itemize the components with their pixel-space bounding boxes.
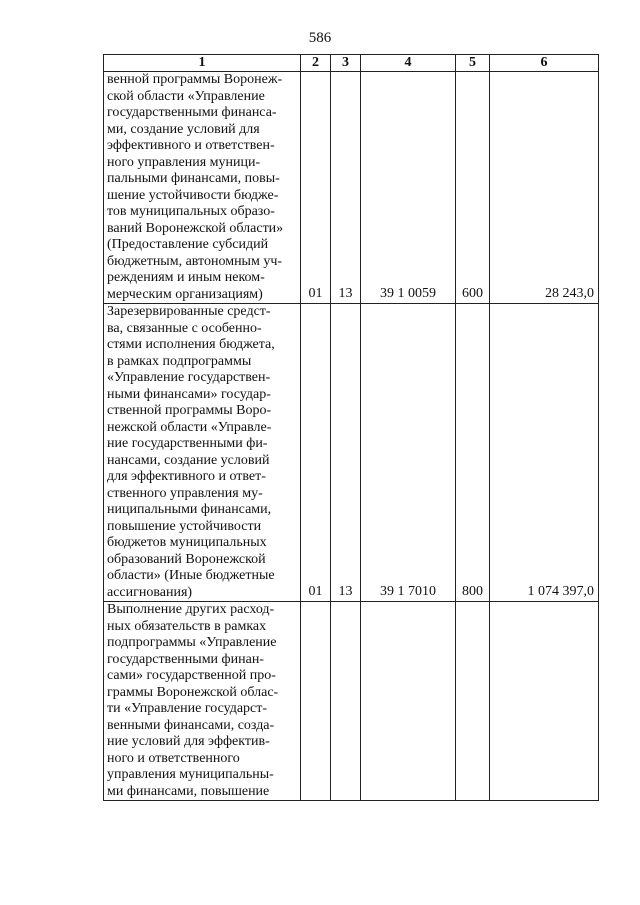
expense-type-code [456,602,490,801]
description-line: ской области «Управление [107,88,265,104]
description-line: пальными финансами, повы- [107,171,280,186]
description-line: тов муниципальных образо- [107,204,275,219]
page-number: 586 [308,30,332,46]
subsection-code: 13 [331,72,361,304]
column-header-6: 6 [490,55,599,72]
target-article-code [361,602,456,801]
subsection-code: 13 [331,304,361,602]
description-line: образований Воронежской [107,551,266,567]
table-header-row [104,55,599,72]
amount-value: 28 243,0 [490,72,599,304]
description-line: в рамках подпрограммы [107,353,252,369]
description-line: «Управление государствен- [107,370,271,385]
description-line: ми финансами, повышение [107,783,270,799]
expense-type-code: 600 [456,72,490,304]
description-line: ного и ответственного [107,750,240,766]
amount-value: 1 074 397,0 [490,304,599,602]
description-line: ственной программы Воро- [107,403,272,418]
description-line: ти «Управление государст- [107,701,268,716]
description-line: ных обязательств в рамках [107,618,267,634]
table-row [104,602,599,801]
description-line: бюджетным, автономным уч- [107,253,283,269]
description-line: (Предоставление субсидий [107,237,269,252]
description-line: ваний Воронежской области» [107,220,284,236]
column-header-1: 1 [104,55,301,72]
description-line: нежской области «Управле- [107,419,272,435]
column-header-3: 3 [331,55,361,72]
budget-table [103,54,599,801]
description-line: ние условий для эффектив- [107,734,270,749]
table-row [104,304,599,602]
description-line: сами» государственной про- [107,668,276,683]
description-line: государственными финан- [107,651,264,667]
description-line: ного управления муници- [107,154,261,170]
description-line: граммы Воронежской облас- [107,684,279,700]
description-line: венной программы Воронеж- [107,72,283,87]
description-line: ва, связанные с особенно- [107,320,262,336]
description-line: повышение устойчивости [107,518,262,534]
description-line: стями исполнения бюджета, [107,337,275,352]
column-header-4: 4 [361,55,456,72]
description-line: венными финансами, созда- [107,717,275,733]
description-line: ассигнования) [107,584,193,600]
target-article-code: 39 1 7010 [361,304,456,602]
description-line: Зарезервированные средст- [107,304,271,319]
description-line: управления муниципальны- [107,767,274,782]
description-line: мерческим организациям) [107,286,263,302]
column-header-5: 5 [456,55,490,72]
description-line: области» (Иные бюджетные [107,568,275,583]
column-header-2: 2 [301,55,331,72]
table-row [104,72,599,304]
description-line: эффективного и ответствен- [107,138,275,153]
description-line: подпрограммы «Управление [107,635,277,650]
description-line: ми, создание условий для [107,121,260,137]
row-description [104,602,301,801]
amount-value [490,602,599,801]
description-line: реждениям и иным неком- [107,270,265,285]
section-code: 01 [301,304,331,602]
description-line: ниципальными финансами, [107,502,272,517]
description-line: ными финансами» государ- [107,386,271,402]
description-line: государственными финанса- [107,105,277,120]
row-description [104,304,301,602]
section-code [301,602,331,801]
target-article-code: 39 1 0059 [361,72,456,304]
subsection-code [331,602,361,801]
description-line: для эффективного и ответ- [107,469,266,484]
section-code: 01 [301,72,331,304]
description-line: ние государственными фи- [107,436,268,451]
description-line: ственного управления му- [107,485,263,501]
description-line: бюджетов муниципальных [107,535,267,550]
row-description [104,72,301,304]
description-line: Выполнение других расход- [107,602,275,617]
description-line: шение устойчивости бюдже- [107,187,279,203]
description-line: нансами, создание условий [107,452,270,468]
expense-type-code: 800 [456,304,490,602]
